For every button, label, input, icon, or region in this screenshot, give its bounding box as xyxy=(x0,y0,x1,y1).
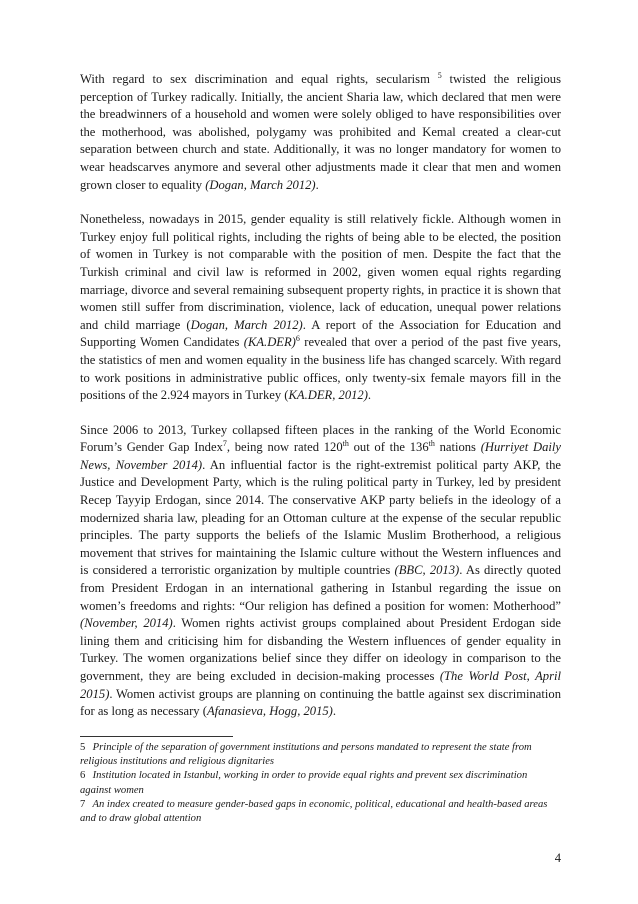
citation: Dogan, March 2012) xyxy=(190,317,303,332)
paragraph-text: . Women activist groups are planning on continuing the battle against sex discrimination for as long as necessary ( xyxy=(80,686,561,719)
body-text xyxy=(80,71,561,721)
paragraph-text: revealed that over a period of the past five years, the statistics of men and women equality in the business life has changed scarcely. With regard to work positions in administrative public offices, only twenty-six female mayors fill in the positions of the 2.924 mayors in Turkey ( xyxy=(80,335,561,403)
footnote-text: Institution located in Istanbul, working in order to provide equal rights and prevent sex discrimination against women xyxy=(80,770,528,796)
footnote-text: Principle of the separation of government institutions and persons mandated to represent the state from religious institutions and religious dignitaries xyxy=(80,742,532,768)
paragraph-text: . Women rights activist groups complained about President Erdogan side lining them and criticising him for disbanding the Western influences of gender equality in Turkey. The women organizations belief since they differ on ideology in comparison to the government, they are being excluded in decision-making processes xyxy=(80,616,561,683)
citation: (Dogan, March 2012) xyxy=(205,177,316,192)
footnote-number: 7 xyxy=(80,798,86,810)
citation: (November, 2014) xyxy=(80,616,173,631)
footnotes xyxy=(80,741,561,826)
footnote-number: 5 xyxy=(80,742,86,753)
paragraph-text: With regard to sex discrimination and equal rights, secularism xyxy=(80,72,438,86)
footnote-7 xyxy=(80,798,561,826)
superscript-mark: 6 xyxy=(295,334,300,344)
paragraph-gender-gap-index xyxy=(80,422,561,721)
paragraph-text: . An influential factor is the right-extremist political party AKP, the Justice and Development Party, which is the ruling political party in Turkey, led by president Recep Tayyip Erdogan, since 2014. The conservative AKP party beliefs in the ideology of a modernized sharia law, pleading for an Ottoman culture at the expense of the secular republic principles. The party supports the beliefs of the Islamic Muslim Brotherhood, a religious movement that strives for maintaining the Islamic culture without the Western influences and is considered a terroristic organization by multiple countries xyxy=(80,457,561,578)
citation: KA.DER, 2012) xyxy=(288,388,368,403)
footnote-text: An index created to measure gender-based gaps in economic, political, educational and health-based areas and to draw global attention xyxy=(80,798,548,825)
citation: (The World Post, April 2015) xyxy=(80,669,561,701)
footnote-number: 6 xyxy=(80,770,86,782)
paragraph-gender-equality xyxy=(80,211,561,405)
superscript-mark: 7 xyxy=(222,439,227,449)
superscript-mark: th xyxy=(428,439,435,449)
page-number: 4 xyxy=(554,851,561,865)
footnote-6 xyxy=(80,769,561,797)
paragraph-text: nations xyxy=(434,440,481,455)
paragraph-text: Nonetheless, nowadays in 2015, gender equality is still relatively fickle. Although women in Turkey enjoy full political rights, including the rights of being able to be elected, the position of women in Turkey is not comparable with the position of men. Despite the fact that the Turkish criminal and civil law is reformed in 2002, given women equal rights regarding marriage, divorce and several remaining subsequent property rights, in practice it is shown that women still suffer from discrimination, violence, lack of education, unequal power relations and child marriage ( xyxy=(80,212,561,332)
paragraph-text: . As directly quoted from President Erdogan in an international gathering in Istanbul regarding the issue on women’s freedoms and rights: “Our religion has defined a position for women: Motherhood” xyxy=(80,563,561,613)
paragraph-text: . xyxy=(315,177,319,192)
paragraph-text: . xyxy=(332,704,337,719)
superscript-mark: 5 xyxy=(437,70,442,80)
paragraph-text: twisted the religious perception of Turkey radically. Initially, the ancient Sharia law, which declared that men were the breadwinners of a household and women were solely obliged to have responsibilities over the motherhood, was abolished, polygamy was prohibited and Kemal created a clear-cut separation between church and state. Additionally, it was no longer mandatory for women to wear headscarves anymore and several other adjustments made it clear that men and women grown closer to equality xyxy=(80,72,561,192)
citation: Afanasieva, Hogg, 2015) xyxy=(206,704,333,719)
citation: (BBC, 2013) xyxy=(394,563,460,578)
paragraph-text: . A report of the Association for Education and Supporting Women Candidates xyxy=(80,317,562,350)
footnote-separator xyxy=(80,736,233,737)
citation: (Hurriyet Daily News, November 2014) xyxy=(80,440,561,472)
paragraph-text: Since 2006 to 2013, Turkey collapsed fifteen places in the ranking of the World Economic Forum’s Gender Gap Index xyxy=(80,422,561,455)
paragraph-secularism xyxy=(80,71,561,194)
superscript-mark: th xyxy=(342,439,349,449)
paragraph-text: , being now rated 120 xyxy=(226,440,343,455)
paragraph-text: . xyxy=(367,388,372,403)
paragraph-text: out of the 136 xyxy=(348,440,429,455)
footnote-5 xyxy=(80,741,561,769)
citation: (KA.DER) xyxy=(243,335,296,350)
